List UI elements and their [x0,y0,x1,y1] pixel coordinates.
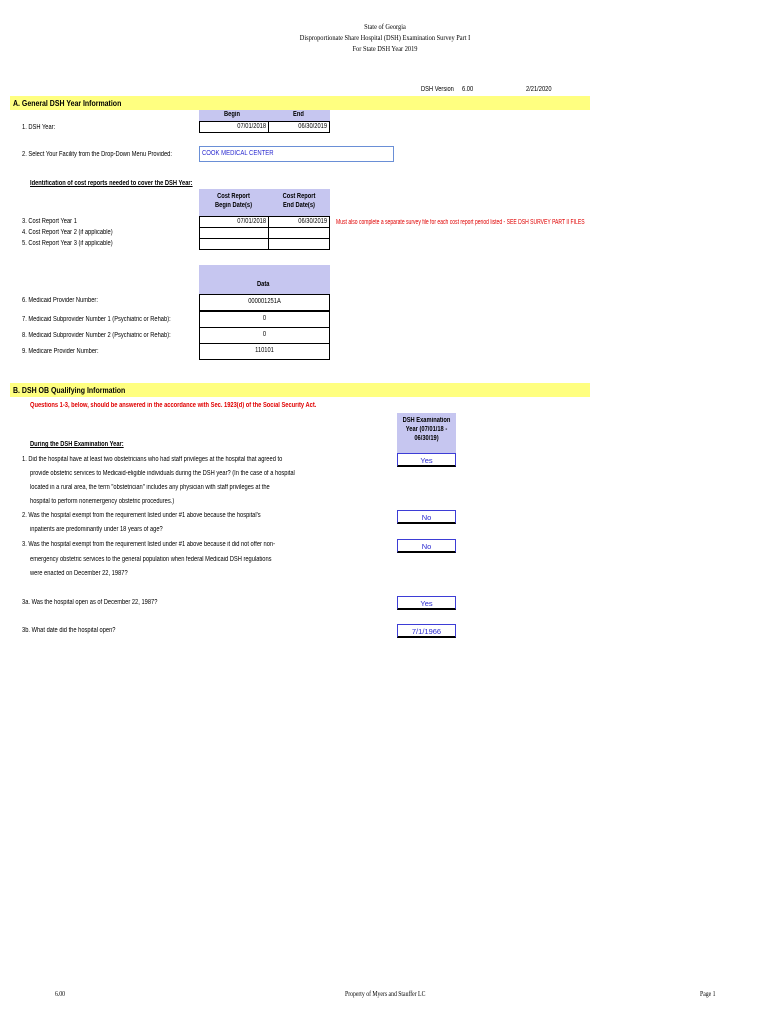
q3b-label: 3b. What date did the hospital open? [22,627,116,634]
section-b-instruction: Questions 1-3, below, should be answered in the accordance with Sec. 1923(d) of the Social Security Act. [30,402,317,409]
q1-answer-select[interactable]: Yes [397,453,456,467]
dsh-year-begin-field[interactable]: 07/01/2018 [199,121,269,133]
section-b-header [10,383,590,397]
header-survey-title: Disproportionate Share Hospital (DSH) Examination Survey Part I [299,33,471,42]
q1-line-2: provide obstetric services to Medicaid-eligible individuals during the DSH year? (In the case of a hospital [30,470,295,477]
header-dsh-year: For State DSH Year 2019 [352,44,418,53]
medicare-provider-field[interactable]: 110101 [199,343,330,360]
cost-report-1-end-field[interactable]: 06/30/2019 [268,216,330,228]
version-label: DSH Version [421,86,454,93]
cost-report-begin-header: Cost Report Begin Date(s) [199,189,268,216]
cost-report-end-header: Cost Report End Date(s) [268,189,330,216]
facility-label: 2. Select Your Facility from the Drop-Down Menu Provided: [22,151,172,158]
footer-page-number: Page 1 [700,990,716,998]
section-a-header [10,96,590,110]
end-header: End [268,110,330,121]
q2-line-2: inpatients are predominantly under 18 years of age? [30,526,163,533]
q2-answer-select[interactable]: No [397,510,456,524]
cost-report-year-3-label: 5. Cost Report Year 3 (if applicable) [22,240,113,247]
facility-dropdown[interactable]: COOK MEDICAL CENTER [199,146,394,162]
version-number: 6.00 [462,86,474,93]
cost-report-note: Must also complete a separate survey file for each cost report period listed - SEE DSH SURVEY PART II FILES [336,219,585,226]
footer-property: Property of Myers and Stauffer LC [345,990,426,998]
medicaid-subprovider-1-label: 7. Medicaid Subprovider Number 1 (Psychiatric or Rehab): [22,316,171,323]
q3b-date-field[interactable]: 7/1/1966 [397,624,456,638]
data-header: Data [199,265,330,294]
q2-line-1: 2. Was the hospital exempt from the requirement listed under #1 above because the hospital's [22,512,261,519]
q1-line-4: hospital to perform nonemergency obstetric procedures.) [30,498,175,505]
section-a-title: A. General DSH Year Information [13,98,122,108]
during-dsh-year-label: During the DSH Examination Year: [30,441,124,448]
medicaid-subprovider-2-label: 8. Medicaid Subprovider Number 2 (Psychiatric or Rehab): [22,332,171,339]
medicaid-subprovider-1-field[interactable]: 0 [199,311,330,328]
cost-report-3-end-field[interactable] [268,238,330,250]
cost-report-1-begin-field[interactable]: 07/01/2018 [199,216,269,228]
section-b-title: B. DSH OB Qualifying Information [13,385,126,395]
cost-report-year-1-label: 3. Cost Report Year 1 [22,218,77,225]
begin-header: Begin [199,110,268,121]
q3-answer-select[interactable]: No [397,539,456,553]
dsh-year-end-field[interactable]: 06/30/2019 [268,121,330,133]
cost-reports-heading: Identification of cost reports needed to cover the DSH Year: [30,180,193,187]
q3-line-1: 3. Was the hospital exempt from the requirement listed under #1 above because it did not offer non- [22,541,276,548]
cost-report-3-begin-field[interactable] [199,238,269,250]
q1-line-3: located in a rural area, the term "obstetrician" includes any physician with staff privileges at the [30,484,270,491]
q3a-answer-select[interactable]: Yes [397,596,456,610]
dsh-exam-year-header: DSH Examination Year (07/01/18 - 06/30/19) [397,413,456,453]
cost-report-year-2-label: 4. Cost Report Year 2 (if applicable) [22,229,113,236]
medicaid-provider-field[interactable]: 000001251A [199,294,330,311]
header-state: State of Georgia [364,22,406,31]
footer-version: 6.00 [55,990,66,998]
q3a-label: 3a. Was the hospital open as of December 22, 1987? [22,599,158,606]
medicaid-subprovider-2-field[interactable]: 0 [199,327,330,344]
dsh-year-label: 1. DSH Year: [22,124,56,131]
q3-line-2: emergency obstetric services to the general population when federal Medicaid DSH regulations [30,556,272,563]
version-date: 2/21/2020 [526,86,552,93]
q3-line-3: were enacted on December 22, 1987? [30,570,128,577]
medicare-provider-label: 9. Medicare Provider Number: [22,348,99,355]
q1-line-1: 1. Did the hospital have at least two obstetricians who had staff privileges at the hospital that agreed to [22,456,283,463]
medicaid-provider-label: 6. Medicaid Provider Number: [22,297,98,304]
